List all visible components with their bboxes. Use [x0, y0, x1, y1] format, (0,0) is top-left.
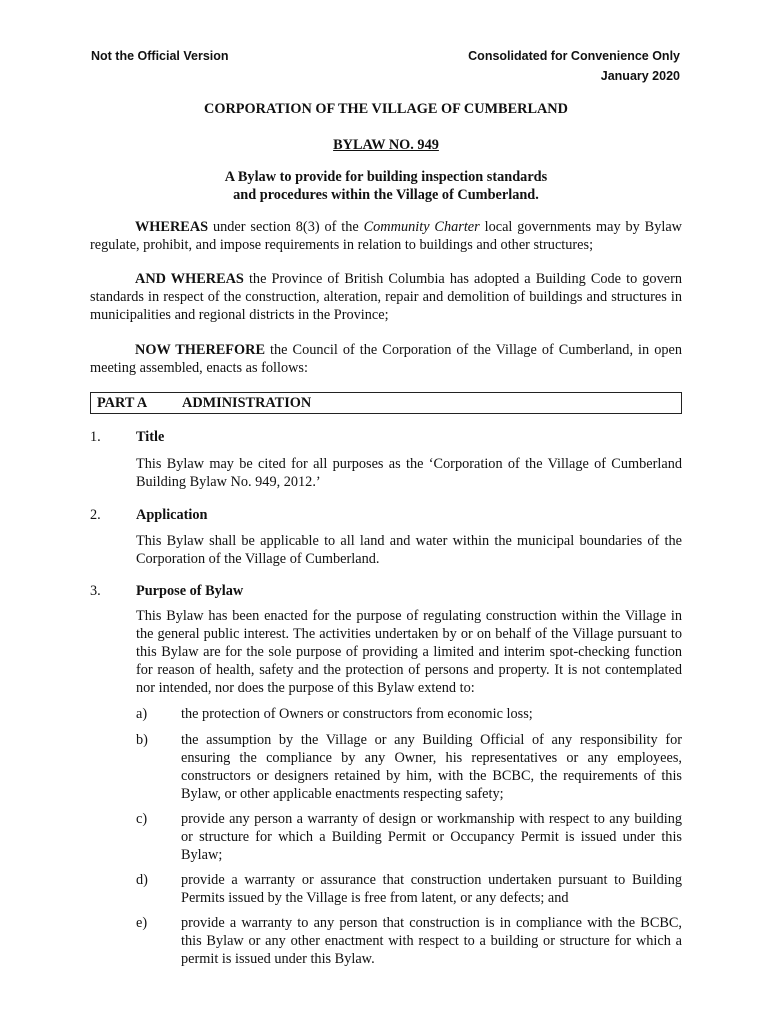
part-title: ADMINISTRATION	[182, 395, 312, 411]
header-date: January 2020	[600, 69, 680, 83]
section-title: Title	[136, 429, 165, 445]
recital-and-whereas: AND WHEREAS the Province of British Columbia has adopted a Building Code to govern standards in respect of the construction, alteration, repair and demolition of buildings and structures in municipalities and regional districts in the Province;	[90, 271, 682, 323]
section-body: This Bylaw has been enacted for the purpose of regulating construction within the Village in the general public interest. The activities undertaken by or on behalf of the Village pursuant to this Bylaw are for the sole purpose of providing a limited and interim spot-checking function for reason of health, safety and the protection of persons and property. It is not contemplated nor intended, nor does the purpose of this Bylaw extend to:	[136, 608, 682, 696]
recital-keyword: NOW THEREFORE	[135, 342, 266, 358]
list-item-label: c)	[136, 811, 148, 827]
list-item-label: d)	[136, 872, 148, 888]
list-item-text: provide a warranty to any person that construction is in compliance with the BCBC, this Bylaw or any other enactment with respect to a building or structure for which a permit is issued under this Bylaw.	[181, 915, 682, 967]
description-line-2: and procedures within the Village of Cumberland.	[233, 187, 539, 203]
list-item-text: the protection of Owners or constructors from economic loss;	[181, 706, 533, 722]
recital-now-therefore: NOW THEREFORE the Council of the Corporation of the Village of Cumberland, in open meeting assembled, enacts as follows:	[90, 342, 682, 376]
section-number: 3.	[90, 583, 101, 599]
list-item-text: the assumption by the Village or any Building Official of any responsibility for ensuring the compliance by any Owner, his representatives or any employees, constructors or designers retained by him, with the BCBC, the requirements of this Bylaw, or other applicable enactments respecting safety;	[181, 732, 682, 802]
header-consolidated: Consolidated for Convenience Only	[468, 49, 680, 63]
recital-keyword: AND WHEREAS	[135, 271, 244, 287]
header-left: Not the Official Version	[91, 49, 229, 63]
list-item-text: provide a warranty or assurance that construction undertaken pursuant to Building Permits issued by the Village is free from latent, or any defects; and	[181, 872, 682, 906]
section-title: Purpose of Bylaw	[136, 583, 244, 599]
list-item-text: provide any person a warranty of design or workmanship with respect to any building or structure for which a Building Permit or Occupancy Permit is issued under this Bylaw;	[181, 811, 682, 863]
list-item-label: a)	[136, 706, 148, 722]
recital-whereas: WHEREAS under section 8(3) of the Community Charter local governments may by Bylaw regulate, prohibit, and impose requirements in relation to buildings and other structures;	[90, 219, 682, 253]
corporation-title: CORPORATION OF THE VILLAGE OF CUMBERLAND	[204, 101, 568, 117]
list-item-label: b)	[136, 732, 148, 748]
part-heading-box	[90, 392, 682, 414]
bylaw-description	[90, 168, 682, 204]
header-right	[468, 46, 680, 86]
description-line-1: A Bylaw to provide for building inspection standards	[224, 169, 548, 185]
list-item-label: e)	[136, 915, 148, 931]
part-label: PART A	[97, 395, 148, 411]
section-body: This Bylaw may be cited for all purposes as the ‘Corporation of the Village of Cumberland Building Bylaw No. 949, 2012.’	[136, 456, 682, 490]
bylaw-number: BYLAW NO. 949	[333, 137, 439, 153]
section-number: 2.	[90, 507, 101, 523]
community-charter-ref: Community Charter	[363, 219, 480, 235]
recital-keyword: WHEREAS	[135, 219, 209, 235]
section-number: 1.	[90, 429, 101, 445]
section-body: This Bylaw shall be applicable to all land and water within the municipal boundaries of the Corporation of the Village of Cumberland.	[136, 533, 682, 567]
section-title: Application	[136, 507, 208, 523]
